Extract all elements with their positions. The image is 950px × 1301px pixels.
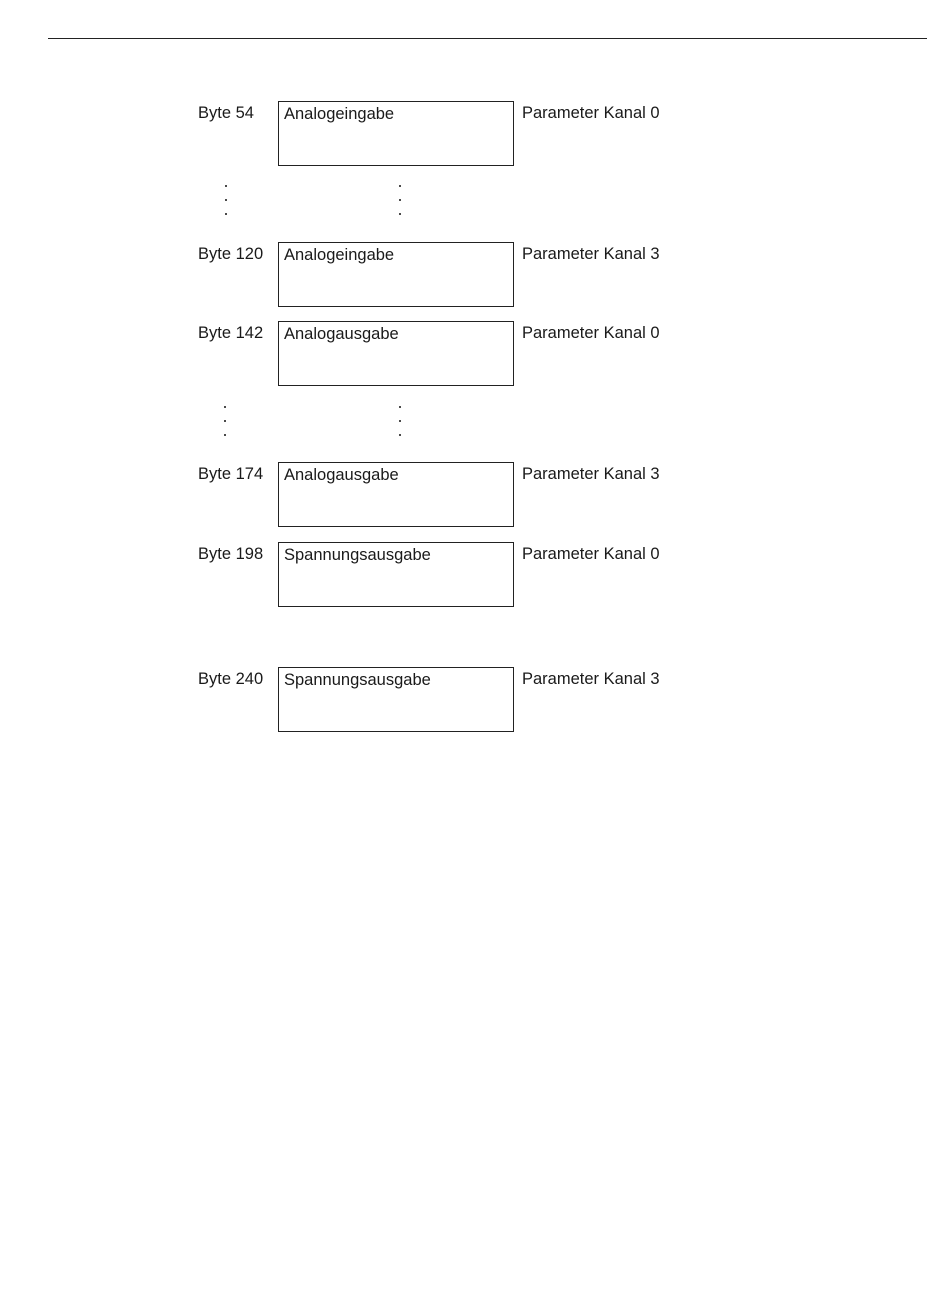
channel-parameter-label: Parameter Kanal 3 [522,245,660,263]
channel-parameter-label: Parameter Kanal 3 [522,670,660,688]
parameter-block [278,542,514,607]
parameter-block [278,101,514,166]
channel-parameter-label: Parameter Kanal 0 [522,324,660,342]
byte-offset-label: Byte 142 [198,324,264,342]
parameter-block [278,242,514,307]
memory-row-4 [0,462,950,527]
channel-parameter-label: Parameter Kanal 3 [522,465,660,483]
parameter-block [278,321,514,386]
block-type-label: Spannungsausgabe [284,546,431,564]
block-type-label: Analogeingabe [284,105,395,123]
parameter-block [278,462,514,527]
block-type-label: Analogeingabe [284,246,395,264]
memory-row-5 [0,542,950,607]
vertical-ellipsis-icon [399,185,403,219]
block-type-label: Analogausgabe [284,466,399,484]
channel-parameter-label: Parameter Kanal 0 [522,104,660,122]
memory-row-2 [0,242,950,307]
vertical-ellipsis-icon [224,406,228,440]
channel-parameter-label: Parameter Kanal 0 [522,545,660,563]
block-type-label: Spannungsausgabe [284,671,431,689]
byte-offset-label: Byte 240 [198,670,264,688]
vertical-ellipsis-icon [399,406,403,440]
block-type-label: Analogausgabe [284,325,399,343]
memory-row-3 [0,321,950,386]
byte-offset-label: Byte 54 [198,104,254,122]
parameter-block [278,667,514,732]
memory-row-1 [0,101,950,166]
memory-row-6 [0,667,950,732]
byte-offset-label: Byte 120 [198,245,264,263]
byte-offset-label: Byte 174 [198,465,264,483]
vertical-ellipsis-icon [225,185,229,219]
byte-offset-label: Byte 198 [198,545,264,563]
